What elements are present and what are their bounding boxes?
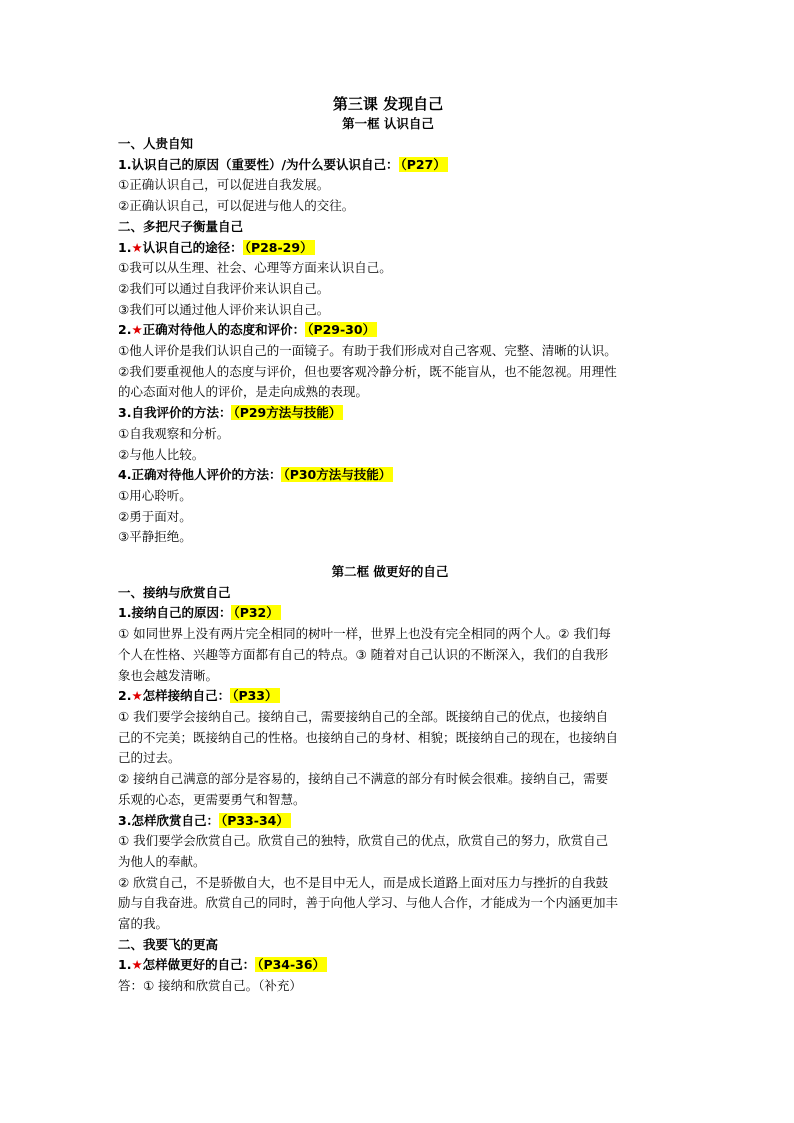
answer-line: 己的不完美；既接纳自己的性格。也接纳自己的身材、相貌；既接纳自己的现在，也接纳自 xyxy=(118,729,619,745)
question-label: 1.认识自己的原因（重要性）/为什么要认识自己： xyxy=(118,156,399,172)
answer-line: ②我们可以通过自我评价来认识自己。 xyxy=(118,280,330,296)
question-line xyxy=(118,686,678,707)
answer-line: 乐观的心态，更需要勇气和智慧。 xyxy=(118,791,306,807)
page-ref-highlight: （P29-30） xyxy=(307,322,376,338)
question-number: 1. xyxy=(118,957,132,973)
page-ref-highlight: （P27） xyxy=(400,156,446,172)
question-line xyxy=(118,603,678,624)
page-ref-highlight: （P33） xyxy=(232,688,278,704)
question-label: 正确对待他人的态度和评价： xyxy=(142,322,306,338)
page-ref-highlight: （P29方法与技能） xyxy=(233,405,342,421)
question-number: 1. xyxy=(118,239,132,255)
answer-line: ③平静拒绝。 xyxy=(118,529,192,545)
section-heading: 二、我要飞的更高 xyxy=(118,936,219,952)
answer-line: ② 欣赏自己，不是骄傲自大，也不是目中无人，而是成长道路上面对压力与挫折的自我鼓 xyxy=(118,874,609,890)
question-label: 认识自己的途径： xyxy=(142,239,243,255)
question-line xyxy=(118,955,678,976)
answer-line: ②我们要重视他人的态度与评价，但也要客观冷静分析，既不能盲从，也不能忽视。用理性 xyxy=(118,363,617,379)
answer-line: ① 我们要学会接纳自己。接纳自己，需要接纳自己的全部。既接纳自己的优点，也接纳自 xyxy=(118,708,609,724)
answer-line: 为他人的奉献。 xyxy=(118,853,206,869)
question-line xyxy=(118,155,678,176)
answer-line: 象也会越发清晰。 xyxy=(118,667,219,683)
answer-line: ③我们可以通过他人评价来认识自己。 xyxy=(118,301,330,317)
answer-line: 己的过去。 xyxy=(118,750,181,766)
lesson-title: 第三课 发现自己 xyxy=(332,95,444,113)
answer-line: 个人在性格、兴趣等方面都有自己的特点。③ 随着对自己认识的不断深入，我们的自我形 xyxy=(118,646,609,662)
question-line xyxy=(118,811,678,832)
question-line xyxy=(118,403,678,424)
star-icon: ★ xyxy=(131,688,143,704)
question-label: 1.接纳自己的原因： xyxy=(118,605,232,621)
page-ref-highlight: （P30方法与技能） xyxy=(283,467,392,483)
answer-line: ① 我们要学会欣赏自己。欣赏自己的独特，欣赏自己的优点，欣赏自己的努力，欣赏自己 xyxy=(118,833,609,849)
question-label: 3.自我评价的方法： xyxy=(118,405,232,421)
section-heading: 二、多把尺子衡量自己 xyxy=(118,218,244,234)
answer-line: ①正确认识自己，可以促进自我发展。 xyxy=(118,177,330,193)
answer-line: 答：① 接纳和欣赏自己。（补充） xyxy=(118,978,302,994)
question-number: 2. xyxy=(118,322,132,338)
frame1-title: 第一框 认识自己 xyxy=(342,116,434,131)
question-line xyxy=(118,238,678,259)
answer-line: ① 如同世界上没有两片完全相同的树叶一样，世界上也没有完全相同的两个人。② 我们每 xyxy=(118,626,611,642)
document-page xyxy=(118,94,678,997)
answer-line: ② 接纳自己满意的部分是容易的，接纳自己不满意的部分有时候会很难。接纳自己，需要 xyxy=(118,771,609,787)
question-label: 3.怎样欣赏自己： xyxy=(118,812,219,828)
answer-line: ②正确认识自己，可以促进与他人的交往。 xyxy=(118,198,355,214)
answer-line: ①自我观察和分析。 xyxy=(118,425,230,441)
star-icon: ★ xyxy=(131,239,143,255)
answer-line: 富的我。 xyxy=(118,916,169,932)
answer-line: 的心态面对他人的评价，是走向成熟的表现。 xyxy=(118,384,369,400)
section-heading: 一、人贵自知 xyxy=(118,136,194,151)
answer-line: 励与自我奋进。欣赏自己的同时，善于向他人学习、与他人合作，才能成为一个内涵更加丰 xyxy=(118,895,619,911)
question-label: 怎样接纳自己： xyxy=(142,688,231,704)
answer-line: ②与他人比较。 xyxy=(118,446,205,462)
answer-line: ②勇于面对。 xyxy=(118,508,192,524)
answer-line: ①我可以从生理、社会、心理等方面来认识自己。 xyxy=(118,260,392,276)
question-label: 怎样做更好的自己： xyxy=(142,957,256,973)
page-ref-highlight: （P32） xyxy=(233,605,279,621)
star-icon: ★ xyxy=(131,957,143,973)
section-spacer xyxy=(118,548,678,562)
section-heading: 一、接纳与欣赏自己 xyxy=(118,584,231,600)
star-icon: ★ xyxy=(131,322,143,338)
answer-line: ①他人评价是我们认识自己的一面镜子。有助于我们形成对自己客观、完整、清晰的认识。 xyxy=(118,343,617,359)
question-number: 2. xyxy=(118,688,132,704)
page-ref-highlight: （P34-36） xyxy=(257,957,326,973)
question-line xyxy=(118,320,678,341)
question-line xyxy=(118,465,678,486)
frame2-title: 第二框 做更好的自己 xyxy=(331,564,449,580)
answer-line: ①用心聆听。 xyxy=(118,487,192,503)
page-ref-highlight: （P33-34） xyxy=(220,812,289,828)
page-ref-highlight: （P28-29） xyxy=(244,239,313,255)
question-label: 4.正确对待他人评价的方法： xyxy=(118,467,282,483)
